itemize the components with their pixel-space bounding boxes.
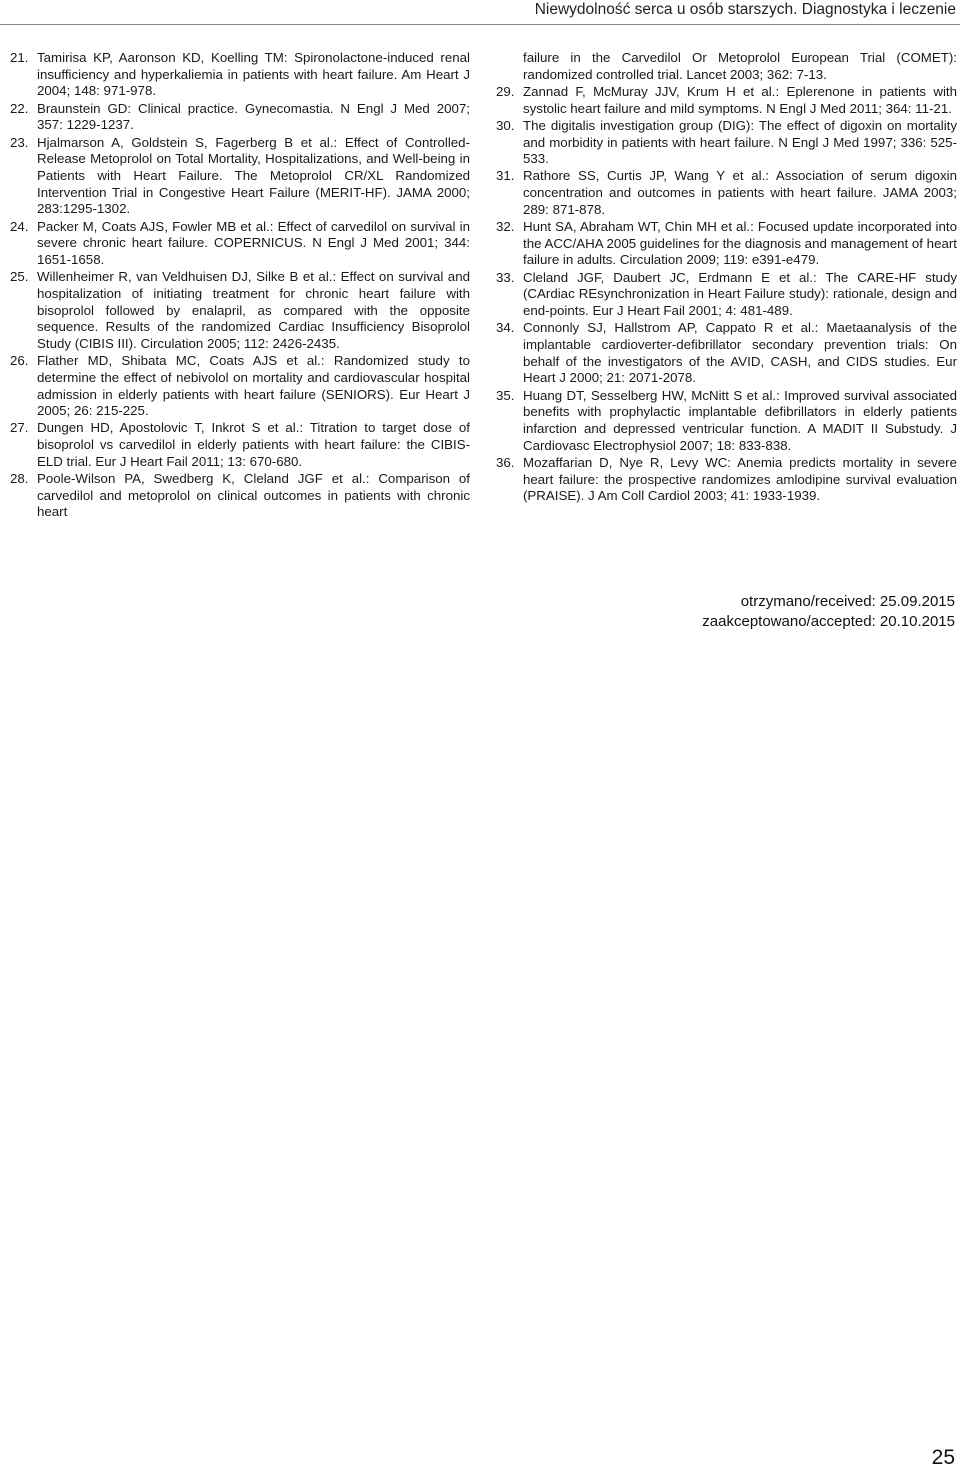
reference-text: The digitalis investigation group (DIG): The effect of digoxin on mortality and morbidity in patients with heart failure. N Engl J Med 1997; 336: 525-533. bbox=[523, 117, 957, 167]
reference-number: 27. bbox=[10, 420, 29, 436]
reference-35 bbox=[496, 388, 957, 455]
reference-25 bbox=[10, 269, 470, 353]
received-date: otrzymano/received: 25.09.2015 bbox=[740, 593, 955, 610]
reference-22 bbox=[10, 101, 470, 134]
page-number: 25 bbox=[931, 1446, 955, 1469]
reference-21 bbox=[10, 50, 470, 100]
reference-number: 26. bbox=[10, 353, 29, 369]
reference-text: Cleland JGF, Daubert JC, Erdmann E et al.: The CARE-HF study (CArdiac REsynchronization in Heart Failure study): rationale, design and end-points. Eur J Heart Fail 2001; 4: 481-489. bbox=[523, 269, 957, 319]
reference-text: Hjalmarson A, Goldstein S, Fagerberg B et al.: Effect of Controlled-Release Metoprolol on Total Mortality, Hospitalizations, and Well-being in Patients with Heart Failure. The Metoprolol CR/XL Randomized Intervention Trial in Congestive Heart Failure (MERIT-HF). JAMA 2000; 283:1295-1302. bbox=[37, 134, 470, 217]
reference-text: Rathore SS, Curtis JP, Wang Y et al.: Association of serum digoxin concentration and outcomes in patients with heart failure. JAMA 2003; 289: 871-878. bbox=[523, 168, 957, 217]
reference-text: Braunstein GD: Clinical practice. Gynecomastia. N Engl J Med 2007; 357: 1229-1237. bbox=[37, 100, 470, 133]
reference-32 bbox=[496, 219, 957, 269]
reference-text: Huang DT, Sesselberg HW, McNitt S et al.: Improved survival associated benefits with prophylactic implantable defibrillators in elderly patients infarction and depressed ventricular function. A MADIT II Substudy. J Cardiovasc Electrophysiol 2007; 18: 833-838. bbox=[523, 387, 957, 453]
reference-text: Packer M, Coats AJS, Fowler MB et al.: Effect of carvedilol on survival in severe chronic heart failure. COPERNICUS. N Engl J Med 2001; 344: 1651-1658. bbox=[37, 218, 470, 267]
reference-text: Connonly SJ, Hallstrom AP, Cappato R et al.: Maetaanalysis of the implantable cardioverter-defibrillator secondary prevention trials: On behalf of the investigators of the AVID, CASH, and CIDS studies. Eur Heart J 2000; 21: 2071-2078. bbox=[523, 320, 957, 386]
submission-dates bbox=[702, 592, 955, 631]
reference-29 bbox=[496, 84, 957, 117]
reference-number: 31. bbox=[496, 168, 515, 184]
reference-number: 33. bbox=[496, 269, 515, 285]
references-right-column bbox=[496, 50, 957, 505]
reference-text: Mozaffarian D, Nye R, Levy WC: Anemia predicts mortality in severe heart failure: the prospective randomizes amlodipine survival evaluation (PRAISE). J Am Coll Cardiol 2003; 41: 1933-1939. bbox=[523, 454, 957, 504]
reference-text: Hunt SA, Abraham WT, Chin MH et al.: Focused update incorporated into the ACC/AHA 2005 guidelines for the diagnosis and management of heart failure in adults. Circulation 2009; 119: e391-e479. bbox=[523, 219, 957, 268]
references-left-column bbox=[10, 50, 470, 522]
reference-number: 24. bbox=[10, 218, 29, 234]
reference-text: Willenheimer R, van Veldhuisen DJ, Silke B et al.: Effect on survival and hospitalization of initiating treatment for chronic heart failure with bisoprolol followed by enalapril, as compared with the opposite sequence. Results of the randomized Cardiac Insufficiency Bisoprolol Study (CIBIS III). Circulation 2005; 112: 2426-2435. bbox=[37, 269, 470, 351]
accepted-date: zaakceptowano/accepted: 20.10.2015 bbox=[702, 612, 955, 630]
reference-number: 21. bbox=[10, 50, 29, 65]
reference-number: 23. bbox=[10, 134, 29, 150]
reference-number: 30. bbox=[496, 117, 515, 133]
reference-34 bbox=[496, 320, 957, 387]
reference-36 bbox=[496, 455, 957, 505]
reference-text: Dungen HD, Apostolovic T, Inkrot S et al.: Titration to target dose of bisoprolol vs carvedilol in elderly patients with heart failure: the CIBIS-ELD trial. Eur J Heart Fail 2011; 13: 670-680. bbox=[37, 420, 470, 469]
reference-28-continuation bbox=[496, 50, 957, 83]
reference-number: 28. bbox=[10, 471, 29, 487]
reference-31 bbox=[496, 168, 957, 218]
reference-text: Tamirisa KP, Aaronson KD, Koelling TM: Spironolactone-induced renal insufficiency and hyperkaliemia in patients with heart failure. Am Heart J 2004; 148: 971-978. bbox=[37, 50, 470, 99]
header-rule bbox=[0, 24, 960, 25]
reference-text: Zannad F, McMuray JJV, Krum H et al.: Eplerenone in patients with systolic heart failure and mild symptoms. N Engl J Med 2011; 364: 11-21. bbox=[523, 83, 957, 116]
reference-28 bbox=[10, 471, 470, 521]
reference-24 bbox=[10, 219, 470, 269]
reference-text: Poole-Wilson PA, Swedberg K, Cleland JGF et al.: Comparison of carvedilol and metoprolol on clinical outcomes in patients with chronic heart bbox=[37, 471, 470, 520]
reference-number: 32. bbox=[496, 219, 515, 235]
reference-text: Flather MD, Shibata MC, Coats AJS et al.: Randomized study to determine the effect of nebivolol on mortality and cardiovascular hospital admission in elderly patients with heart failure (SENIORS). Eur Heart J 2005; 26: 215-225. bbox=[37, 353, 470, 419]
reference-23 bbox=[10, 135, 470, 219]
running-title: Niewydolność serca u osób starszych. Diagnostyka i leczenie bbox=[534, 1, 956, 18]
reference-27 bbox=[10, 420, 470, 470]
reference-30 bbox=[496, 118, 957, 168]
reference-number: 35. bbox=[496, 387, 515, 403]
reference-26 bbox=[10, 353, 470, 420]
reference-text: failure in the Carvedilol Or Metoprolol European Trial (COMET): randomized controlled trial. Lancet 2003; 362: 7-13. bbox=[523, 50, 957, 82]
reference-number: 36. bbox=[496, 454, 515, 470]
reference-number: 34. bbox=[496, 320, 515, 336]
reference-number: 22. bbox=[10, 100, 29, 116]
reference-33 bbox=[496, 270, 957, 320]
reference-number: 29. bbox=[496, 83, 515, 99]
reference-number: 25. bbox=[10, 269, 29, 285]
